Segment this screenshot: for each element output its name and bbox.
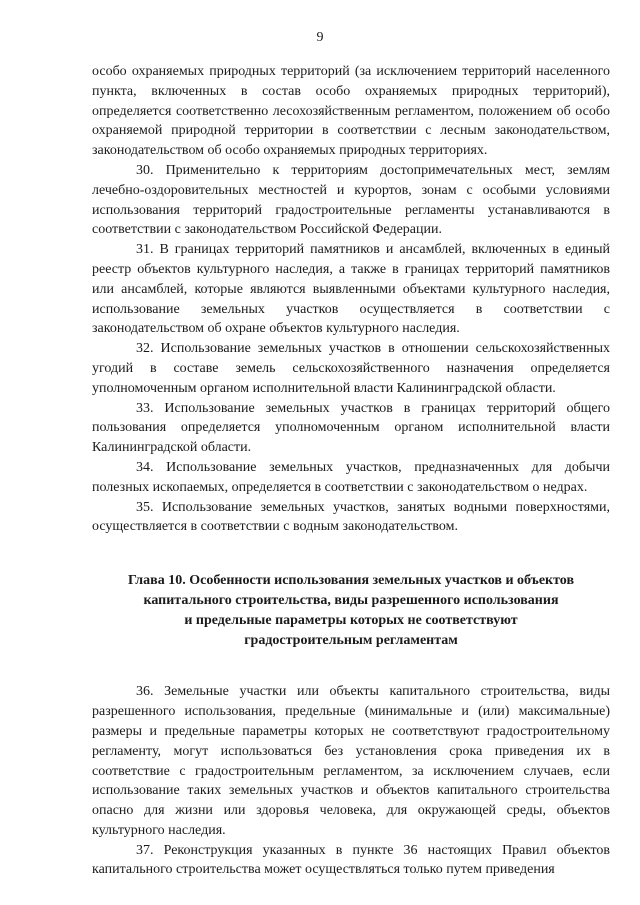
paragraph-37: 37. Реконструкция указанных в пункте 36 настоящих Правил объектов капитального строительства может осуществляться только путем приведения — [92, 842, 610, 878]
paragraphs-bottom — [92, 682, 610, 880]
chapter-heading-line-1: Глава 10. Особенности использования земельных участков и объектов — [127, 573, 575, 589]
chapter-heading — [92, 571, 610, 650]
paragraph-36: 36. Земельные участки или объекты капитального строительства, виды разрешенного использования, предельные (минимальные и (или) максимальные) размеры и предельные параметры которых не соответствуют градостроительному регламенту, могут использоваться без установления срока приведения их в соответствие с градостроительным регламентом, за исключением случаев, если использование таких земельных участков и объектов капитального строительства опасно для жизни или здоровья человека, для окружающей среды, объектов культурного наследия. — [92, 684, 610, 838]
page-number: 9 — [316, 30, 324, 45]
paragraph-35: 35. Использование земельных участков, занятых водными поверхностями, осуществляется в соответствии с водным законодательством. — [92, 499, 610, 535]
document-body — [92, 62, 610, 880]
paragraph-33: 33. Использование земельных участков в границах территорий общего пользования определяется уполномоченным органом исполнительной власти Калининградской области. — [92, 400, 610, 456]
paragraph-31: 31. В границах территорий памятников и ансамблей, включенных в единый реестр объектов культурного наследия, а также в границах территорий памятников или ансамблей, которые являются выявленными объектами культурного наследия, использование земельных участков осуществляется в соответствии с законодательством об охране объектов культурного наследия. — [92, 242, 610, 337]
paragraph-32: 32. Использование земельных участков в отношении сельскохозяйственных угодий в составе земель сельскохозяйственного назначения определяется уполномоченным органом исполнительной власти Калининградской области. — [92, 341, 610, 396]
paragraph-29-continuation: особо охраняемых природных территорий (за исключением территорий населенного пункта, включенных в состав особо охраняемых природных территорий), определяется соответственно лесохозяйственным регламентом, положением об особо охраняемой природной территории в соответствии с лесным законодательством, законодательством об особо охраняемых природных территориях. — [92, 64, 610, 159]
paragraph-34: 34. Использование земельных участков, предназначенных для добычи полезных ископаемых, определяется в соответствии с законодательством о недрах. — [92, 459, 610, 495]
paragraph-30: 30. Применительно к территориям достопримечательных мест, землям лечебно-оздоровительных местностей и курортов, зонам с особыми условиями использования территорий градостроительные регламенты устанавливаются в соответствии с законодательством Российской Федерации. — [92, 162, 610, 238]
chapter-heading-line-4: градостроительным регламентам — [244, 632, 458, 648]
chapter-heading-line-2: капитального строительства, виды разрешенного использования — [143, 592, 559, 608]
chapter-heading-line-3: и предельные параметры которых не соответствуют — [184, 612, 518, 628]
paragraphs-top — [92, 62, 610, 537]
